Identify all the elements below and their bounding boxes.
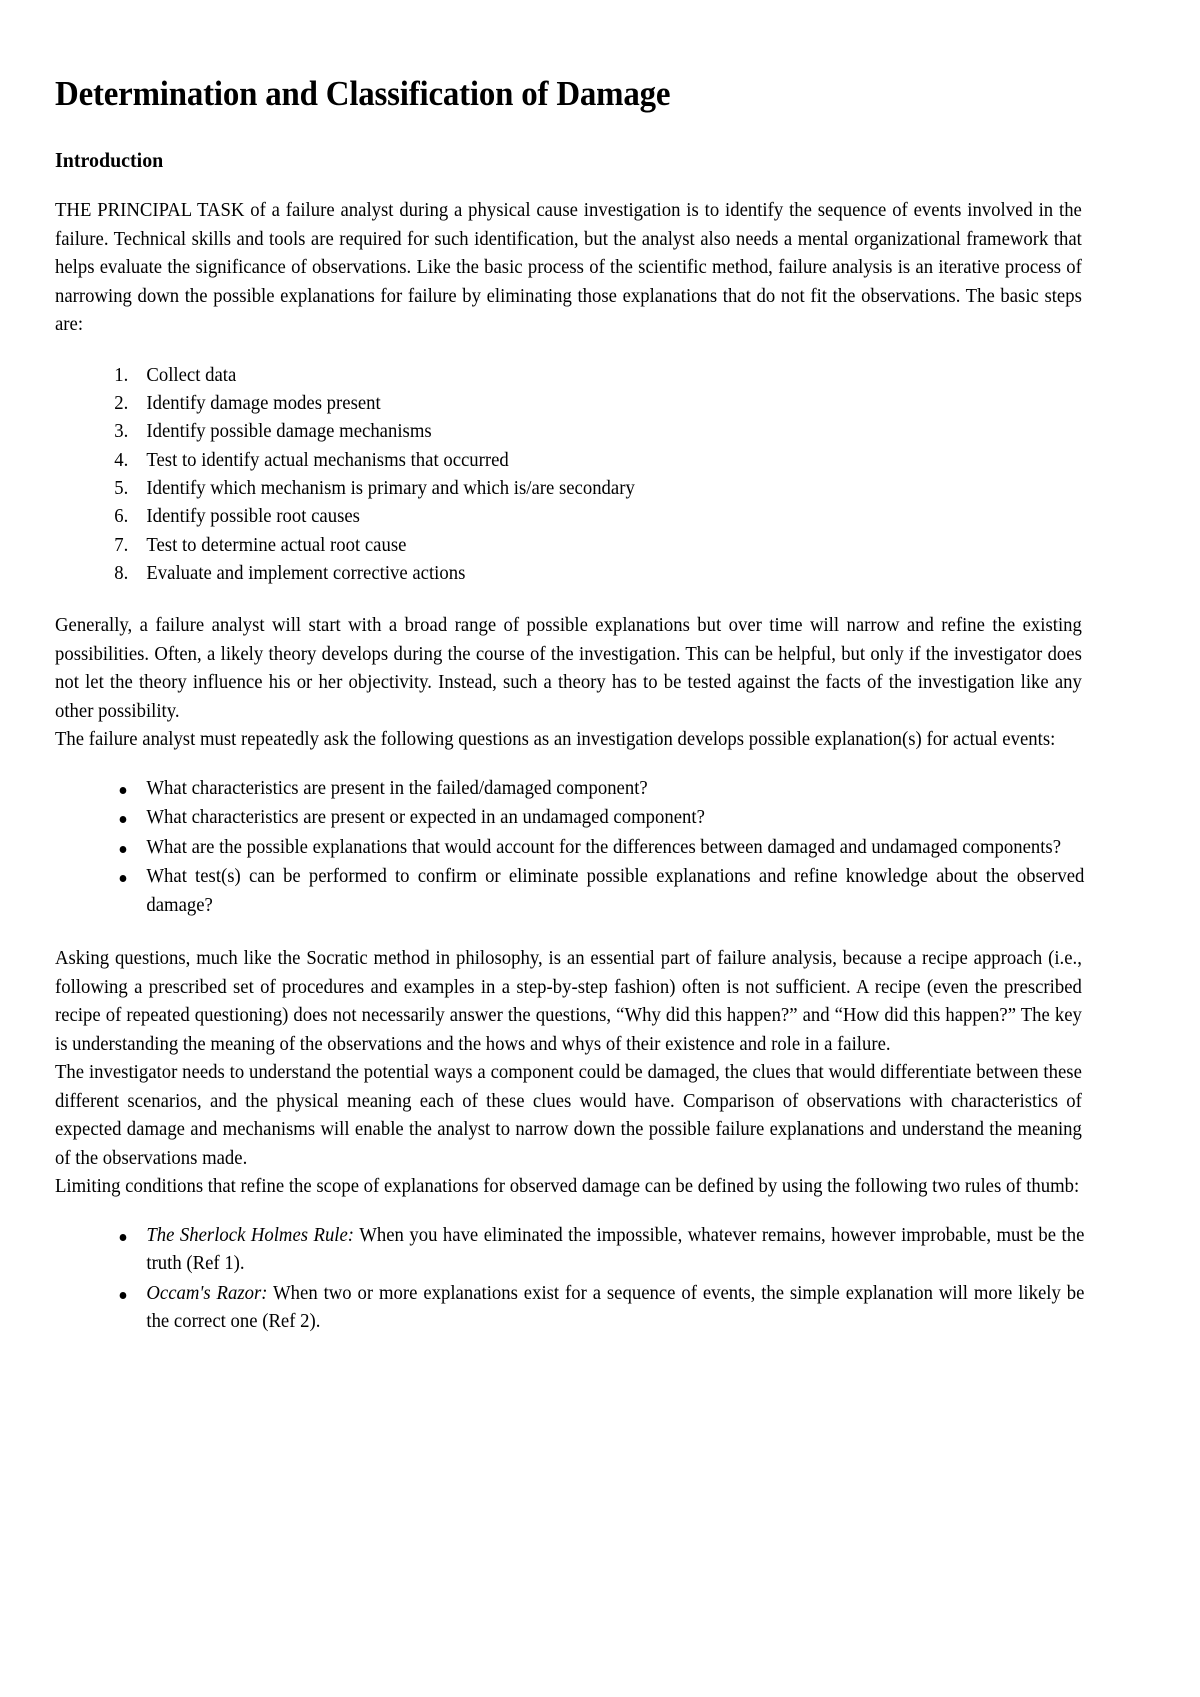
- paragraph-investigator: The investigator needs to understand the potential ways a component could be damaged, the clues that would differentiate between these different scenarios, and the physical meaning each of these clues would have. Comparison of observations with characteristics of expected damage and mechanisms will enable the analyst to narrow down the possible failure explanations and understand the meaning of the observations made.: [55, 1062, 1082, 1169]
- rule-name: The Sherlock Holmes Rule:: [146, 1224, 355, 1246]
- paragraph-asking-questions: Asking questions, much like the Socratic method in philosophy, is an essential part of failure analysis, because a recipe approach (i.e., following a prescribed set of procedures and examples in a step-by-step fashion) often is not sufficient. A recipe (even the prescribed recipe of repeated questioning) does not necessarily answer the questions, “Why did this happen?” and “How did this happen?” The key is understanding the meaning of the observations and the hows and whys of their existence and role in a failure.: [55, 948, 1082, 1055]
- list-item: [133, 1280, 1084, 1337]
- spacer: [55, 173, 1082, 197]
- rule-name: Occam's Razor:: [146, 1282, 268, 1304]
- list-item: What test(s) can be performed to confirm or eliminate possible explanations and refine knowledge about the observed damage?: [133, 863, 1084, 920]
- page-title: Determination and Classification of Damage: [55, 74, 671, 113]
- list-item: 3. Identify possible damage mechanisms: [133, 418, 1039, 446]
- list-item: 5. Identify which mechanism is primary and which is/are secondary: [133, 475, 1039, 503]
- rule-text: When two or more explanations exist for a sequence of events, the simple explanation will more likely be the correct one (Ref 2).: [146, 1282, 1085, 1333]
- spacer: [55, 921, 1082, 945]
- rules-of-thumb-list: [55, 1222, 1085, 1337]
- questions-list: [55, 775, 1085, 921]
- basic-steps-list: [55, 362, 1082, 589]
- list-item: 6. Identify possible root causes: [133, 503, 1039, 531]
- list-item: [133, 1222, 1084, 1279]
- paragraph-must-ask: The failure analyst must repeatedly ask the following questions as an investigation develops possible explanation(s) for actual events:: [55, 729, 1056, 751]
- spacer: [55, 588, 1082, 612]
- list-item: What are the possible explanations that would account for the differences between damaged and undamaged components?: [133, 834, 1084, 863]
- section-heading-introduction: Introduction: [55, 148, 164, 173]
- paragraph-intro: THE PRINCIPAL TASK of a failure analyst during a physical cause investigation is to identify the sequence of events involved in the failure. Technical skills and tools are required for such identification, but the analyst also needs a mental organizational framework that helps evaluate the significance of observations. Like the basic process of the scientific method, failure analysis is an iterative process of narrowing down the possible explanations for failure by eliminating those explanations that do not fit the observations. The basic steps are:: [55, 200, 1082, 336]
- list-item: 2. Identify damage modes present: [133, 390, 1039, 418]
- list-item: 4. Test to identify actual mechanisms that occurred: [133, 447, 1039, 475]
- paragraph-generally: Generally, a failure analyst will start with a broad range of possible explanations but over time will narrow and refine the existing possibilities. Often, a likely theory develops during the course of the investigation. This can be helpful, but only if the investigator does not let the theory influence his or her objectivity. Instead, such a theory has to be tested against the facts of the investigation like any other possibility.: [55, 615, 1082, 722]
- list-item: 8. Evaluate and implement corrective actions: [133, 560, 1039, 588]
- paragraph-limiting-conditions: Limiting conditions that refine the scope of explanations for observed damage can be defined by using the following two rules of thumb:: [55, 1176, 1080, 1198]
- list-item: 7. Test to determine actual root cause: [133, 532, 1039, 560]
- list-item: What characteristics are present or expected in an undamaged component?: [133, 804, 1084, 833]
- list-item: What characteristics are present in the failed/damaged component?: [133, 775, 1084, 804]
- rule-text: When you have eliminated the impossible, whatever remains, however improbable, must be the truth (Ref 1).: [146, 1224, 1085, 1275]
- list-item: 1. Collect data: [133, 362, 1039, 390]
